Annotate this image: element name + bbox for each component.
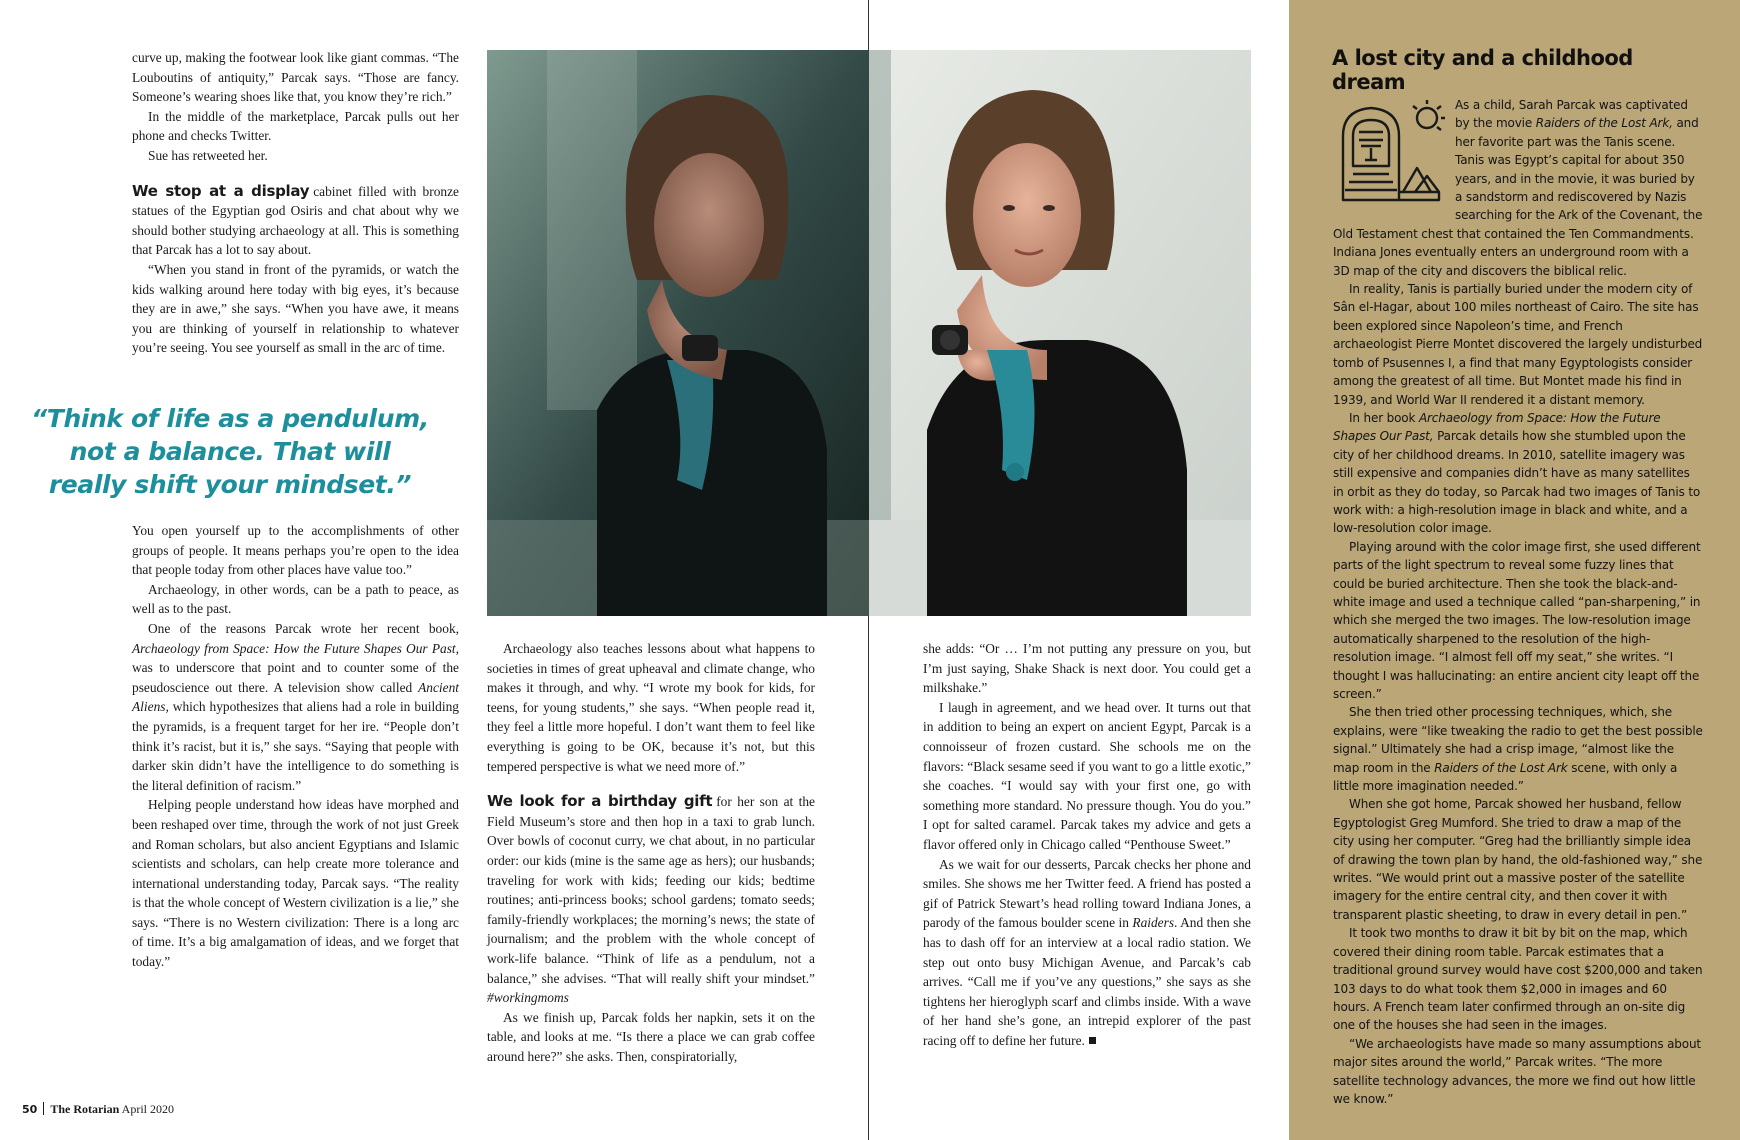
section-paragraph [132,182,459,260]
sidebar-title: A lost city and a childhood dream [1332,46,1633,94]
section-lead-in: We look for a birthday gift [487,792,713,811]
paragraph: You open yourself up to the accomplishments of other groups of people. It means perhaps you’re open to the idea that people today from other places have value too.” [132,523,459,578]
column-a-top [132,48,459,358]
paragraph: she adds: “Or … I’m not putting any pressure on you, but I’m just saying, Shake Shack is next door. You could get a milkshake.” [923,641,1251,696]
section-text: cabinet filled with bronze statues of the Egyptian god Osiris and chat about why we should bother studying archaeology at all. This is something that Parcak has a lot to say about. [132,183,459,258]
book-title: Archaeology from Space: How the Future Shapes Our Past, [1333,410,1661,444]
pull-quote: “Think of life as a pendulum, not a balance. That will really shift your mindset.” [31,404,429,499]
film-title: Raiders of the Lost Ark, [1535,116,1673,131]
text-run: which hypothesizes that aliens had a role in building the pyramids, is a frequent target for her ire. “People don’t think it’s racist, but it is,” she says. “Saying that people with darker skin didn’t have the intelligence to do something is the literal definition of racism.” [132,699,459,793]
text-run: In her book [1349,410,1419,425]
paragraph: It took two months to draw it bit by bit on the map, which covered their dining room table. Parcak estimates that a traditional ground survey would have cost $200,000 and taken 103 days to do what took them $2,000 in images and 60 hours. A French team later confirmed through an on-site dig one of the houses she had seen in the images. [1333,926,1703,1033]
paragraph: Playing around with the color image first, she used different parts of the light spectrum to reveal some fuzzy lines that could be buried architecture. Then she took the black-and-white image and used a technique called “pan-sharpening,” in which she merged the two images. The low-resolution image automatically sharpened to the resolution of the high-resolution image. “I almost fell off my seat,” she writes. “I thought I was hallucinating: an entire ancient city leapt off the screen.” [1333,539,1701,701]
paragraph: curve up, making the footwear look like giant commas. “The Louboutins of antiquity,” Parcak says. “Those are fancy. Someone’s wearing shoes like that, you know they’re rich.” [132,50,459,105]
footer-left [22,1102,174,1117]
text-run: scene, with only a little more imagination needed.” [1333,760,1678,794]
section-paragraph [487,792,815,1008]
paragraph: When she got home, Parcak showed her husband, fellow Egyptologist Greg Mumford. She tried to draw a map of the city using her computer. “Greg had the brilliantly simple idea of drawing the town plan by hand, the old-fashioned way,” she writes. “We would print out a massive poster of the satellite imagery for the entire central city, and then cover it with transparent plastic sheeting, to draw in every detail in pen.” [1333,797,1703,922]
paragraph: Helping people understand how ideas have morphed and been reshaped over time, through the work of not just Greek and Roman scholars, but also ancient Egyptians and Islamic scientists and scholars, can help create more tolerance and international understanding today, Parcak says. “The reality is that the whole concept of Western civilization is a lie,” she says. “There is no Western civilization: There is a long arc of time. It’s a big amalgamation of ideas, and we forget that today.” [132,797,459,970]
paragraph: Archaeology, in other words, can be a path to peace, as well as to the past. [132,581,459,617]
paragraph: Archaeology also teaches lessons about what happens to societies in times of great upheaval and climate change, who makes it through, and why. “I wrote my book for kids, for teens, for young students,” she says. “When people read it, they feel a little more hopeful. I don’t want them to feel like everything is going to be OK, because it’s not, but this tempered perspective is what we need more of.” [487,641,815,774]
paragraph: “When you stand in front of the pyramids, or watch the kids walking around here today with big eyes, it’s because they are in awe,” she says. “When you have awe, it means you are thinking of yourself in relationship to whatever you’re seeing. You see yourself as small in the arc of time. [132,261,459,356]
section-text: for her son at the Field Museum’s store and then hop in a taxi to grab lunch. Over bowls of coconut curry, we chat about, in no particular order: our kids (mine is the same age as hers); our husbands; traveling for work with kids; feeding our kids; bedtime routines; anti-princess books; school gardens; tomato seeds; family-friendly workplaces; the morning’s news; the state of journalism; and the problem with the whole concept of work-life balance. “Think of life as a pendulum, not a balance,” she advises. “That will really shift your mindset.” [487,794,815,986]
issue-date: April 2020 [121,1102,174,1116]
sphinx-pyramids-sun-icon [1331,96,1449,208]
text-run: As we wait for our desserts, Parcak checks her phone and smiles. She shows me her Twitter feed. A friend has posted a gif of Patrick Stewart’s head rolling toward Indiana Jones, a parody of the famous boulder scene in [923,856,1251,931]
film-title: Raiders [1132,915,1175,931]
text-run: was to underscore that point and to counter some of the pseudoscience out there. A television show called [132,660,459,695]
hashtag: #workingmoms [487,990,569,1006]
paragraph: In the middle of the marketplace, Parcak pulls out her phone and checks Twitter. [132,108,459,144]
magazine-name: The Rotarian [50,1102,120,1116]
book-title: Archaeology from Space: How the Future Shapes Our Past, [132,640,459,656]
paragraph [132,619,459,795]
end-mark [1089,1037,1096,1044]
sidebar-body [1333,96,1703,1108]
column-a-bottom [132,521,459,972]
tv-show-title: Ancient Aliens, [132,679,459,715]
paragraph [1333,409,1703,538]
paragraph: Sue has retweeted her. [148,147,268,163]
text-run: She then tried other processing techniques, which, she explains, were “like tweaking the radio to get the best possible signal.” Ultimately she had a crisp image, “almost like the map room in the [1333,705,1703,775]
text-run: As a child, Sarah Parcak was captivated by the movie [1455,98,1688,131]
text-run: One of the reasons Parcak wrote her recent book, [148,620,459,636]
text-run: . And then she has to dash off for an interview at a local radio station. We step out onto busy Michigan Avenue, and Parcak’s cab arrives. “Call me if you’ve any questions,” she says as she tightens her hieroglyph scarf and climbs inside. With a wave of her hand she’s gone, an intrepid explorer of the past racing off to define her future. [923,915,1251,1048]
sidebar-panel [1289,0,1740,1140]
film-title: Raiders of the Lost Ark [1434,760,1568,775]
column-b [487,639,815,1066]
footer-separator [43,1102,44,1115]
paragraph: As we finish up, Parcak folds her napkin, sets it on the table, and looks at me. “Is there a place we can grab coffee around here?” she asks. Then, conspiratorially, [487,1009,815,1064]
column-c [923,639,1251,1050]
paragraph: In reality, Tanis is partially buried under the modern city of Sân el-Hagar, about 100 miles northeast of Cairo. The site has been explored since Napoleon’s time, and French archaeologist Pierre Montet discovered the largely undisturbed tomb of Psusennes I, a find that many Egyptologists consider among the greatest of all time. But Montet made his find in 1939, and World War II rendered it a distant memory. [1333,282,1703,407]
paragraph [923,855,1251,1051]
paragraph: I laugh in agreement, and we head over. It turns out that in addition to being an expert on ancient Egypt, Parcak is a connoisseur of frozen custard. She schools me on the flavors: “Black sesame seed if you want to go a little exotic,” she coaches. “I would say with your first one, go with something more standard. No pressure though. You do you.” I opt for salted caramel. Parcak takes my advice and gets a flavor offered only in Chicago called “Penthouse Sweet.” [923,699,1251,852]
paragraph: “We archaeologists have made so many assumptions about major sites around the world,” Parcak writes. “The more satellite technology advances, the more we find out how little we know.” [1333,1036,1701,1106]
paragraph [1333,703,1703,795]
text-run: and her favorite part was the Tanis scene. Tanis was Egypt’s capital for about 350 years, and in the movie, it was buried by a sandstorm and rediscovered by Nazis searching for the Ark of the Covenant, the Old Testament chest that contained the Ten Commandments. Indiana Jones eventually enters an underground room with a 3D map of the city and discovers the biblical relic. [1333,116,1703,278]
section-lead-in: We stop at a display [132,181,310,200]
text-run: Parcak details how she stumbled upon the city of her childhood dreams. In 2010, satellite imagery was still expensive and companies didn’t have as many satellites in orbit as they do today, so Parcak had two images of Tanis to work with: a high-resolution image in black and white, and a low-resolution color image. [1333,429,1701,536]
page-number: 50 [22,1103,38,1116]
